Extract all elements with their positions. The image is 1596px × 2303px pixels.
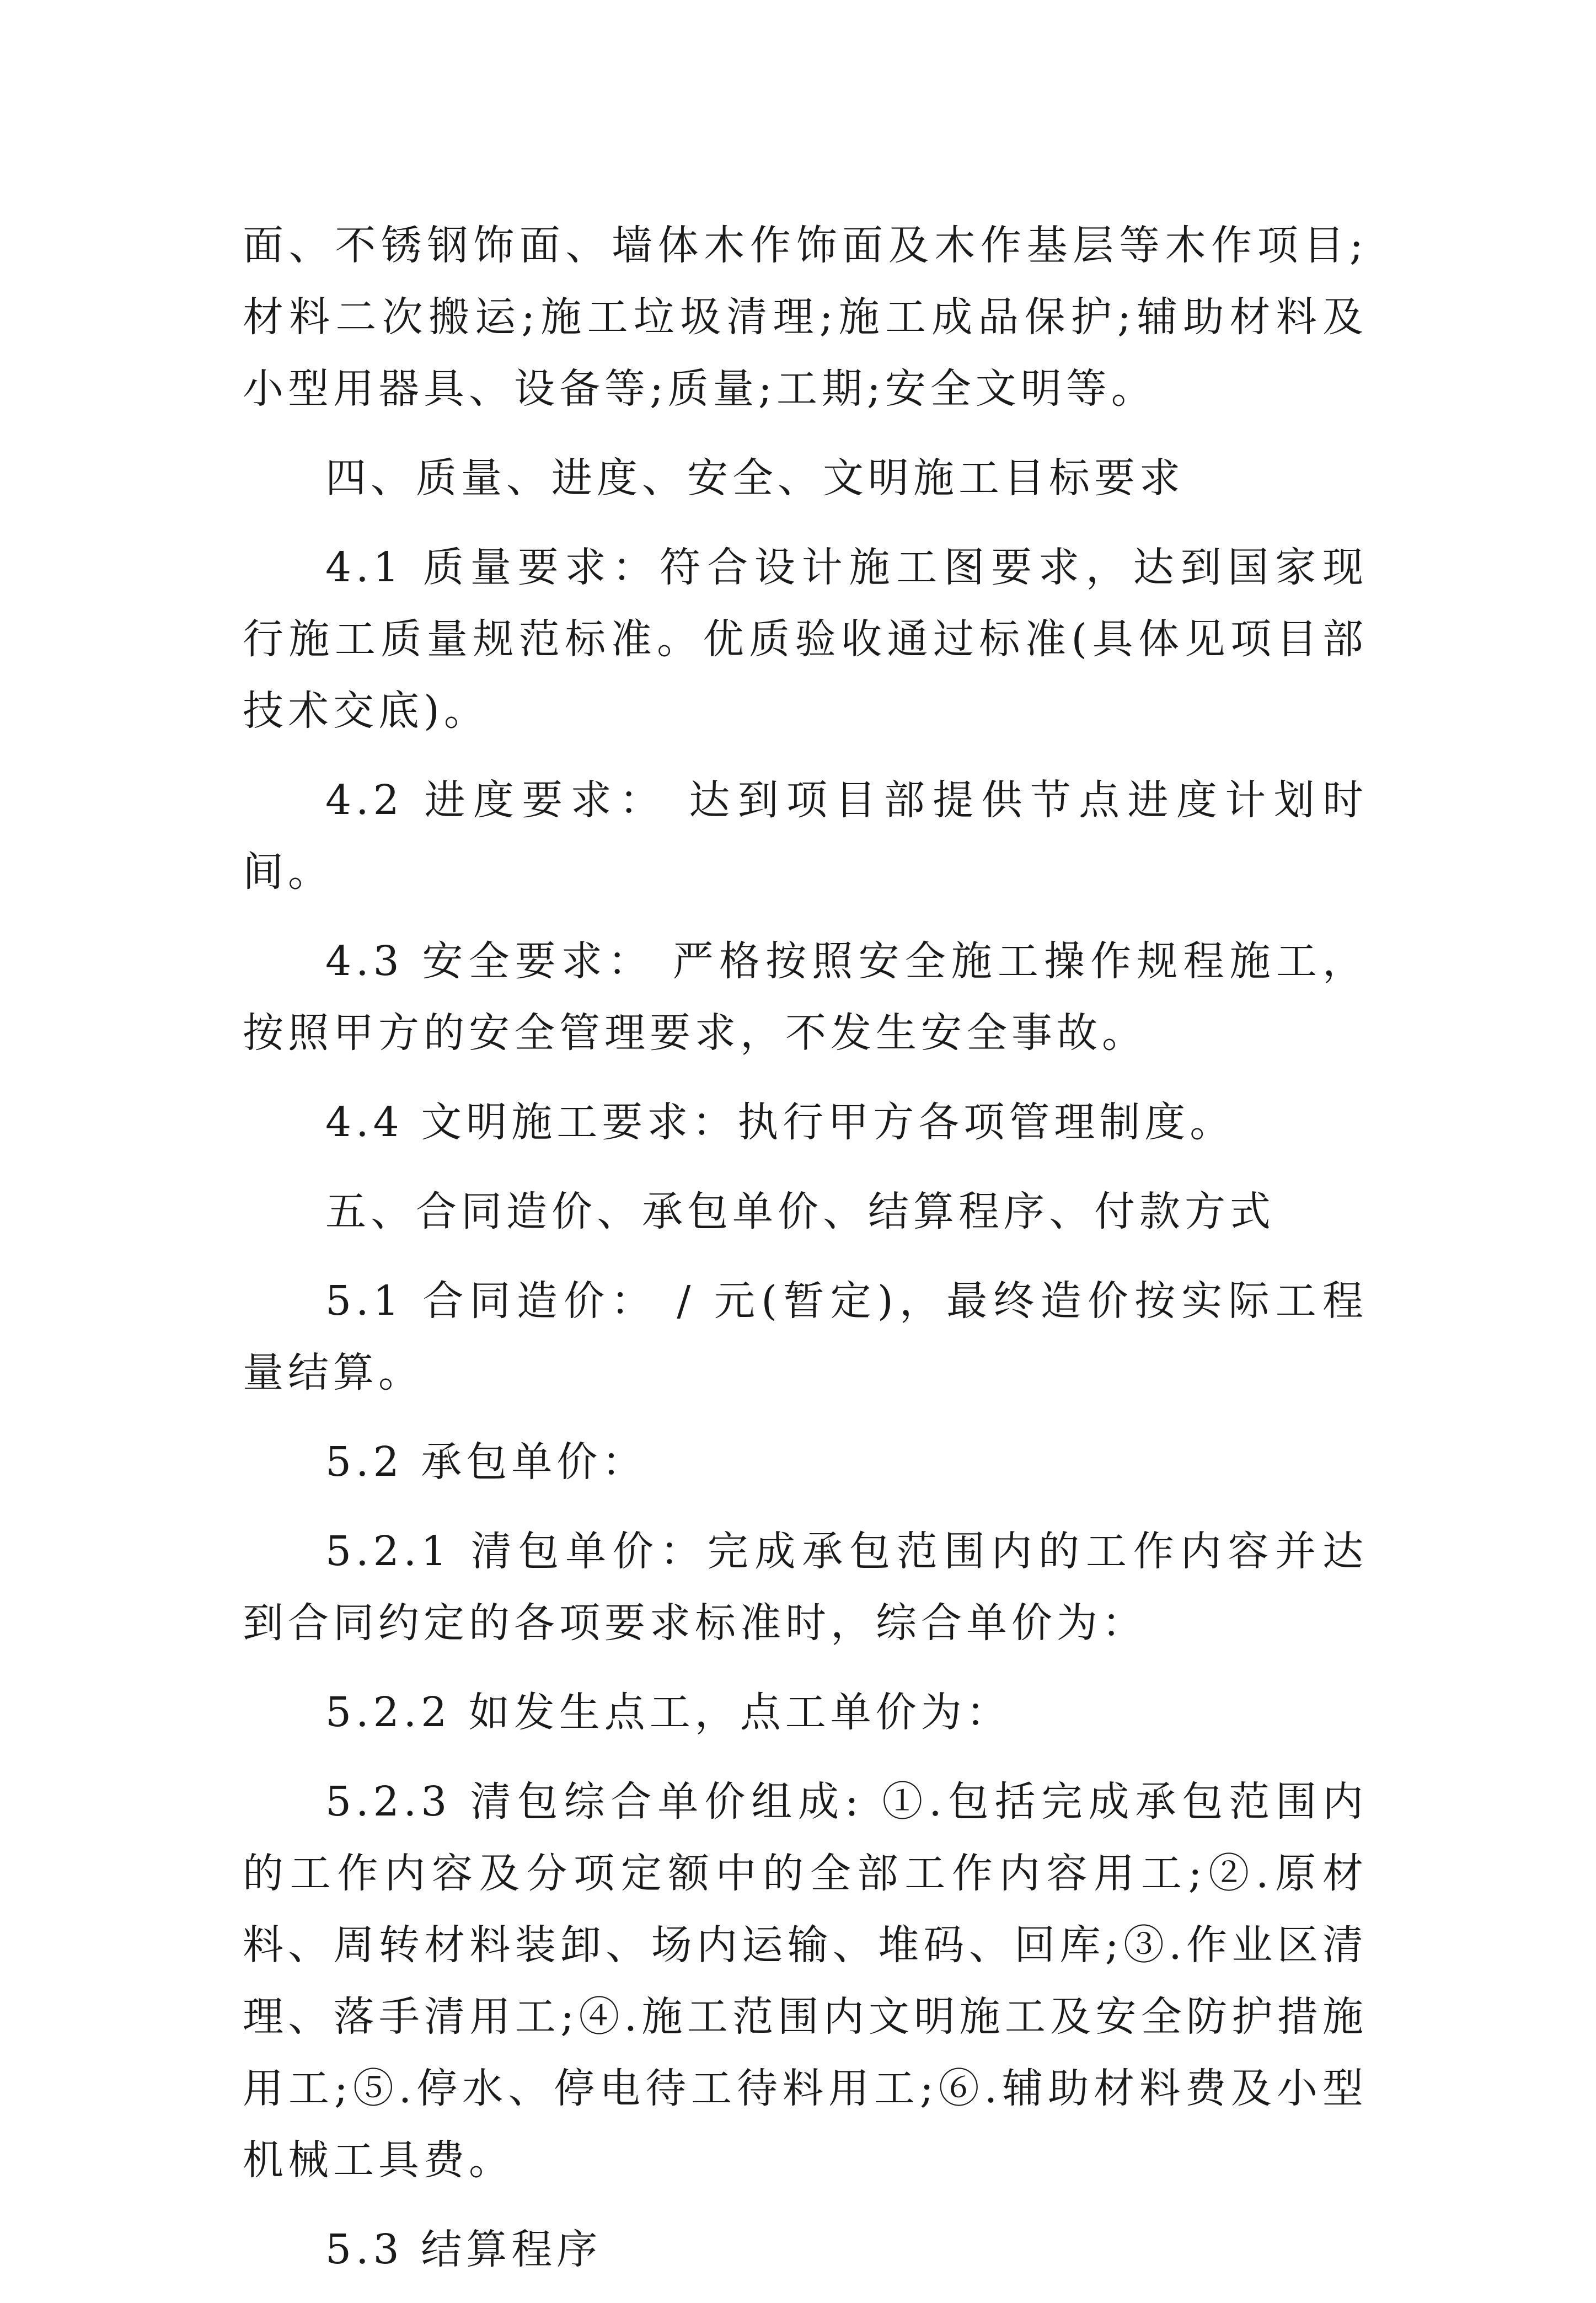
clause-4-1: 4.1 质量要求：符合设计施工图要求，达到国家现行施工质量规范标准。优质验收通过标准(具体见项目部技术交底)。: [243, 544, 1368, 735]
clause-4-2: 4.2 进度要求： 达到项目部提供节点进度计划时间。: [243, 776, 1368, 896]
clause-4-4: 4.4 文明施工要求：执行甲方各项管理制度。: [325, 1099, 1235, 1146]
document-body: [243, 210, 1368, 2303]
clause-5-2-3: 5.2.3 清包综合单价组成: ①.包括完成承包范围内的工作内容及分项定额中的全部工作内容用工;②.原材料、周转材料装卸、场内运输、堆码、回库;③.作业区清理、落手清用工;④.施工范围内文明施工及安全防护措施用工;⑤.停水、停电待工待料用工;⑥.辅助材料费及小型机械工具费。: [243, 1778, 1368, 2184]
section-heading-5: 五、合同造价、承包单价、结算程序、付款方式: [325, 1188, 1275, 1235]
clause-4-3: 4.3 安全要求： 严格按照安全施工操作规程施工，按照甲方的安全管理要求，不发生安全事故。: [243, 938, 1368, 1057]
clause-5-2: 5.2 承包单价：: [325, 1438, 647, 1486]
clause-5-1: 5.1 合同造价： / 元(暂定)，最终造价按实际工程量结算。: [243, 1277, 1368, 1396]
section-heading-4: 四、质量、进度、安全、文明施工目标要求: [325, 454, 1185, 502]
clause-5-2-1: 5.2.1 清包单价：完成承包范围内的工作内容并达到合同约定的各项要求标准时，综合单价为：: [243, 1528, 1368, 1647]
clause-5-3: 5.3 结算程序: [325, 2226, 602, 2273]
clause-5-2-2: 5.2.2 如发生点工，点工单价为：: [325, 1689, 1011, 1736]
paragraph-scope-continuation: 面、不锈钢饰面、墙体木作饰面及木作基层等木作项目;材料二次搬运;施工垃圾清理;施工成品保护;辅助材料及小型用器具、设备等;质量;工期;安全文明等。: [243, 222, 1368, 413]
